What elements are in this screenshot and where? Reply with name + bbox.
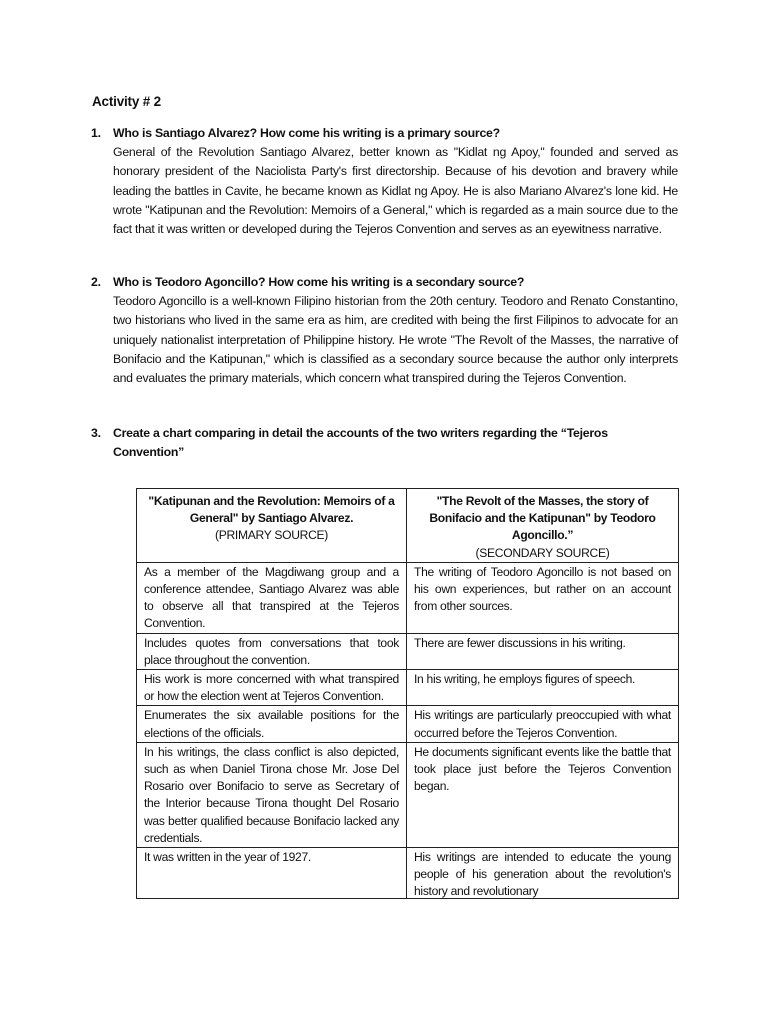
table-row — [137, 848, 679, 899]
question-title: Who is Teodoro Agoncillo? How come his writing is a secondary source? — [113, 275, 525, 289]
question-title: Who is Santiago Alvarez? How come his writing is a primary source? — [113, 126, 500, 140]
question-title: Create a chart comparing in detail the accounts of the two writers regarding the “Tejeros Convention” — [113, 426, 608, 460]
question-answer: General of the Revolution Santiago Alvarez, better known as "Kidlat ng Apoy," founded and served as honorary president of the Naciolista Party's first directorship. Because of his devotion and bravery while leading the battles in Cavite, he became known as Kidlat ng Apoy. He is also Mariano Alvarez's lone kid. He wrote "Katipunan and the Revolution: Memoirs of a General," which is regarded as a main source due to the fact that it was written or developed during the Tejeros Convention and serves as an eyewitness narrative. — [113, 145, 678, 237]
header-title: "Katipunan and the Revolution: Memoirs of a General" by Santiago Alvarez. — [148, 494, 395, 526]
table-cell: The writing of Teodoro Agoncillo is not based on his own experiences, but rather on an account from other sources. — [407, 562, 679, 633]
question-2 — [91, 273, 678, 388]
table-cell: In his writing, he employs figures of speech. — [407, 670, 679, 706]
table-cell: He documents significant events like the battle that took place just before the Tejeros Convention began. — [407, 742, 679, 847]
header-subtitle: (SECONDARY SOURCE) — [475, 545, 610, 560]
table-cell — [407, 848, 679, 899]
table-cell: Enumerates the six available positions for the elections of the officials. — [137, 706, 407, 742]
table-row — [137, 562, 679, 633]
table-cell: His work is more concerned with what transpired or how the election went at Tejeros Convention. — [137, 670, 407, 706]
table-cell — [137, 848, 407, 899]
table-row — [137, 633, 679, 669]
activity-heading: Activity # 2 — [92, 94, 161, 109]
header-primary-source — [137, 489, 407, 563]
comparison-table — [136, 488, 679, 899]
table-cell: Includes quotes from conversations that took place throughout the convention. — [137, 633, 407, 669]
table-header-row — [137, 489, 679, 563]
table-row — [137, 670, 679, 706]
table-cell: As a member of the Magdiwang group and a conference attendee, Santiago Alvarez was able to observe all that transpired at the Tejeros Convention. — [137, 562, 407, 633]
question-1 — [91, 124, 678, 239]
question-3 — [91, 424, 678, 462]
question-number: 2. — [91, 275, 101, 289]
table-row — [137, 706, 679, 742]
question-number: 1. — [91, 126, 101, 140]
table-cell: There are fewer discussions in his writing. — [407, 633, 679, 669]
header-subtitle: (PRIMARY SOURCE) — [214, 528, 329, 543]
table-cell: His writings are particularly preoccupied with what occurred before the Tejeros Convention. — [407, 706, 679, 742]
cell-text: His writings are intended to educate the young people of his generation about the revolution's history and revolutionary — [414, 850, 671, 899]
table-row — [137, 742, 679, 847]
header-title: "The Revolt of the Masses, the story of Bonifacio and the Katipunan" by Teodoro Agoncillo.” — [429, 494, 656, 543]
question-answer: Teodoro Agoncillo is a well-known Filipino historian from the 20th century. Teodoro and Renato Constantino, two historians who lived in the same era as him, are credited with being the first Filipinos to advocate for an uniquely nationalist interpretation of Philippine history. He wrote "The Revolt of the Masses, the narrative of Bonifacio and the Katipunan," which is classified as a secondary source because the author only interprets and evaluates the primary materials, which concern what transpired during the Tejeros Convention. — [113, 294, 678, 386]
cell-text: It was written in the year of 1927. — [144, 850, 311, 865]
header-secondary-source — [407, 489, 679, 563]
question-number: 3. — [91, 426, 101, 440]
table-cell: In his writings, the class conflict is also depicted, such as when Daniel Tirona chose Mr. Jose Del Rosario over Bonifacio to serve as Secretary of the Interior because Tirona thought Del Rosario was better qualified because Bonifacio lacked any credentials. — [137, 742, 407, 847]
